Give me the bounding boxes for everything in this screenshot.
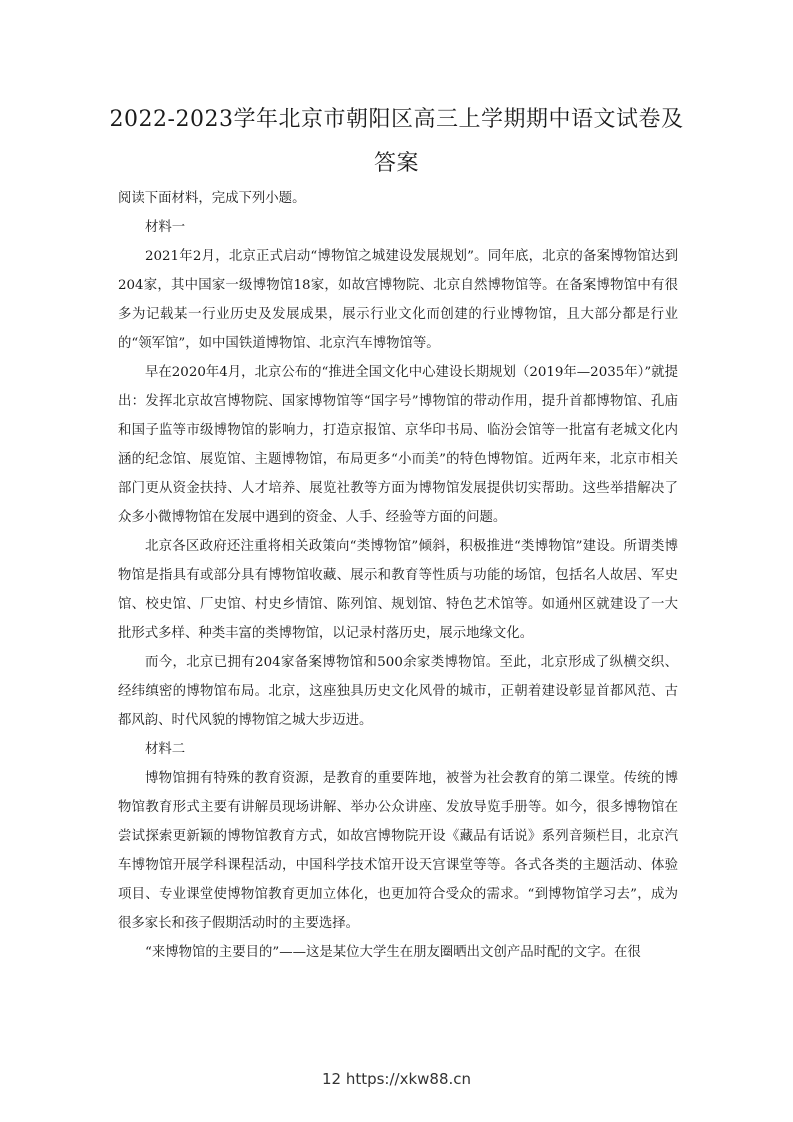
body-paragraph: 博物馆拥有特殊的教育资源，是教育的重要阵地，被誉为社会教育的第二课堂。传统的博物馆教育形式主要有讲解员现场讲解、举办公众讲座、发放导览手册等。如今，很多博物馆在尝试探索更新颖的博物馆教育方式，如故宫博物院开设《藏品有话说》系列音频栏目，北京汽车博物馆开展学科课程活动，中国科学技术馆开设天宫课堂等等。各式各类的主题活动、体验项目、专业课堂使博物馆教育更加立体化，也更加符合受众的需求。“到博物馆学习去”，成为很多家长和孩子假期活动时的主要选择。 — [118, 771, 678, 931]
document-body — [118, 184, 678, 967]
body-paragraph: 早在2020年4月，北京公布的“推进全国文化中心建设长期规划（2019年—2035年）”就提出：发挥北京故宫博物院、国家博物馆等“国字号”博物馆的带动作用，提升首都博物馆、孔庙和国子监等市级博物馆的影响力，打造京报馆、京华印书局、临汾会馆等一批富有老城文化内涵的纪念馆、展览馆、主题博物馆，布局更多“小而美”的特色博物馆。近两年来，北京市相关部门更从资金扶持、人才培养、展览社教等方面为博物馆发展提供切实帮助。这些举措解决了众多小微博物馆在发展中遇到的资金、人手、经验等方面的问题。 — [118, 365, 678, 525]
material-two-heading: 材料二 — [145, 742, 186, 757]
instruction-paragraph: 阅读下面材料，完成下列小题。 — [118, 191, 306, 206]
page-footer: 12 https://xkw88.cn — [321, 1070, 472, 1088]
body-paragraph: 北京各区政府还注重将相关政策向“类博物馆”倾斜，积极推进“类博物馆”建设。所谓类博物馆是指具有或部分具有博物馆收藏、展示和教育等性质与功能的场馆，包括名人故居、军史馆、校史馆、厂史馆、村史乡情馆、陈列馆、规划馆、特色艺术馆等。如通州区就建设了一大批形式多样、种类丰富的类博物馆，以记录村落历史，展示地缘文化。 — [118, 539, 678, 641]
page-title: 2022-2023学年北京市朝阳区高三上学期期中语文试卷及答案 — [109, 107, 684, 176]
material-one-heading: 材料一 — [145, 220, 186, 235]
body-paragraph: 而今，北京已拥有204家备案博物馆和500余家类博物馆。至此，北京形成了纵横交织、经纬缜密的博物馆布局。北京，这座独具历史文化风骨的城市，正朝着建设彰显首都风范、古都风韵、时代风貌的博物馆之城大步迈进。 — [118, 655, 678, 728]
body-paragraph: 2021年2月，北京正式启动“博物馆之城建设发展规划”。同年底，北京的备案博物馆达到204家，其中国家一级博物馆18家，如故宫博物院、北京自然博物馆等。在备案博物馆中有很多为记载某一行业历史及发展成果，展示行业文化而创建的行业博物馆，且大部分都是行业的“领军馆”，如中国铁道博物馆、北京汽车博物馆等。 — [118, 249, 678, 351]
body-paragraph: “来博物馆的主要目的”——这是某位大学生在朋友圈晒出文创产品时配的文字。在很 — [145, 945, 641, 960]
